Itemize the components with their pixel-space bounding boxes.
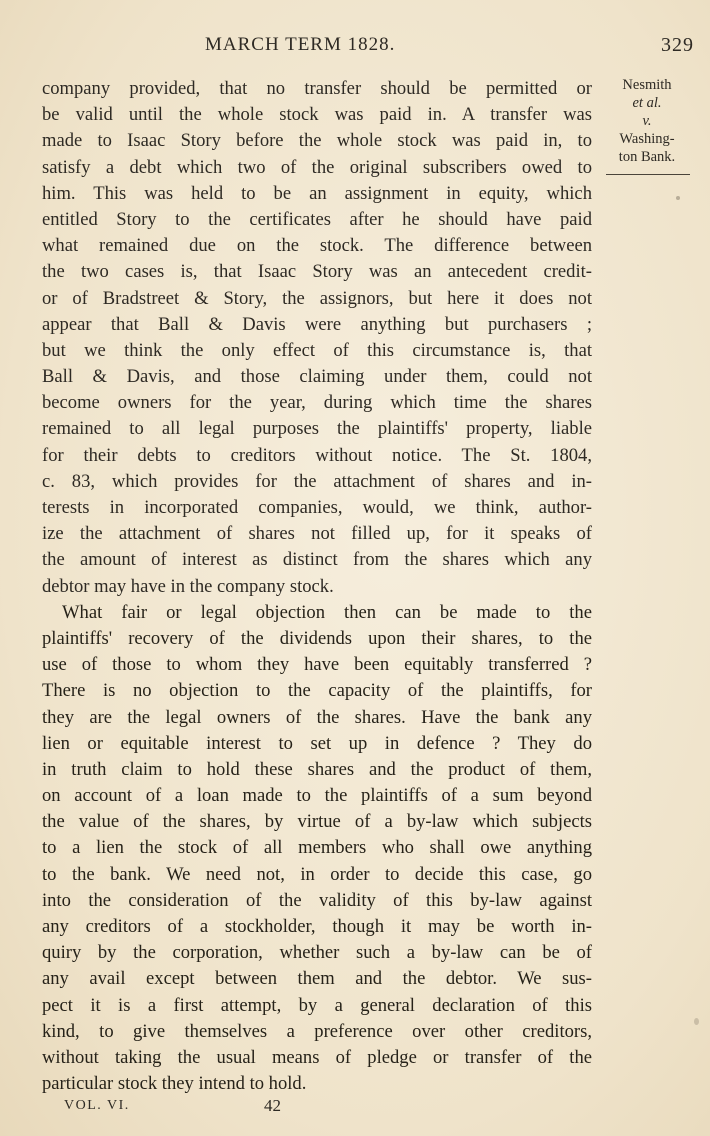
margin-note-line: et al. bbox=[632, 95, 662, 111]
margin-note-line: Nesmith bbox=[622, 77, 672, 93]
text-line: but we think the only effect of this circumstance is, that bbox=[42, 339, 592, 361]
margin-note-line: v. bbox=[642, 113, 652, 129]
text-line: him. This was held to be an assignment in equity, which bbox=[42, 182, 592, 204]
text-line: What fair or legal objection then can be made to the bbox=[62, 601, 592, 623]
text-line: There is no objection to the capacity of the plaintiffs, for bbox=[42, 680, 592, 702]
text-line: debtor may have in the company stock. bbox=[42, 575, 334, 597]
text-line: particular stock they intend to hold. bbox=[42, 1073, 307, 1095]
text-line: Ball & Davis, and those claiming under them, could not bbox=[42, 366, 592, 388]
text-line: without taking the usual means of pledge or transfer of the bbox=[42, 1046, 592, 1068]
paper-speck bbox=[694, 1018, 699, 1025]
signature-mark: 42 bbox=[264, 1096, 281, 1115]
text-line: be valid until the whole stock was paid in. A transfer was bbox=[42, 104, 592, 126]
text-line: the two cases is, that Isaac Story was an antecedent credit- bbox=[42, 261, 592, 283]
margin-note bbox=[604, 76, 690, 166]
text-line: c. 83, which provides for the attachment of shares and in- bbox=[42, 470, 592, 492]
text-line: entitled Story to the certificates after he should have paid bbox=[42, 208, 592, 230]
body-text bbox=[42, 76, 592, 1097]
text-line: company provided, that no transfer should be permitted or bbox=[42, 78, 592, 99]
text-line: use of those to whom they have been equitably transferred ? bbox=[42, 654, 592, 676]
text-line: quiry by the corporation, whether such a by-law can be of bbox=[42, 942, 592, 964]
text-line: terests in incorporated companies, would, we think, author- bbox=[42, 497, 592, 518]
text-line: plaintiffs' recovery of the dividends upon their shares, to the bbox=[42, 627, 592, 649]
text-line: pect it is a first attempt, by a general declaration of this bbox=[42, 994, 592, 1016]
text-line: satisfy a debt which two of the original subscribers owed to bbox=[42, 156, 592, 178]
text-line: remained to all legal purposes the plaintiffs' property, liable bbox=[42, 418, 592, 440]
text-line: they are the legal owners of the shares. Have the bank any bbox=[42, 706, 592, 728]
text-line: become owners for the year, during which time the shares bbox=[42, 392, 592, 414]
running-title: MARCH TERM 1828. bbox=[205, 34, 396, 55]
paper-speck bbox=[676, 196, 680, 200]
text-line: into the consideration of the validity of this by-law against bbox=[42, 889, 592, 911]
page-number: 329 bbox=[661, 34, 694, 56]
margin-note-line: Washing- bbox=[619, 131, 675, 147]
text-line: any avail except between them and the debtor. We sus- bbox=[42, 968, 592, 990]
margin-note-rule bbox=[606, 174, 690, 175]
text-line: the value of the shares, by virtue of a by-law which subjects bbox=[42, 811, 592, 833]
text-line: on account of a loan made to the plaintiffs of a sum beyond bbox=[42, 785, 592, 807]
running-head bbox=[0, 34, 710, 58]
text-line: lien or equitable interest to set up in defence ? They do bbox=[42, 732, 592, 754]
text-line: the amount of interest as distinct from the shares which any bbox=[42, 549, 592, 571]
text-line: made to Isaac Story before the whole stock was paid in, to bbox=[42, 130, 592, 152]
text-line: in truth claim to hold these shares and the product of them, bbox=[42, 758, 592, 780]
page-footer bbox=[0, 1096, 710, 1118]
text-line: to a lien the stock of all members who shall owe anything bbox=[42, 837, 592, 859]
text-line: or of Bradstreet & Story, the assignors, but here it does not bbox=[42, 287, 592, 309]
text-line: to the bank. We need not, in order to decide this case, go bbox=[42, 863, 592, 885]
text-line: ize the attachment of shares not filled up, for it speaks of bbox=[42, 523, 592, 545]
text-line: kind, to give themselves a preference over other creditors, bbox=[42, 1020, 592, 1042]
volume-label: VOL. VI. bbox=[64, 1098, 130, 1113]
margin-note-line: ton Bank. bbox=[618, 149, 676, 165]
text-line: any creditors of a stockholder, though it may be worth in- bbox=[42, 916, 592, 937]
text-line: for their debts to creditors without notice. The St. 1804, bbox=[42, 444, 592, 466]
text-line: appear that Ball & Davis were anything but purchasers ; bbox=[42, 313, 592, 335]
text-line: what remained due on the stock. The difference between bbox=[42, 235, 592, 257]
